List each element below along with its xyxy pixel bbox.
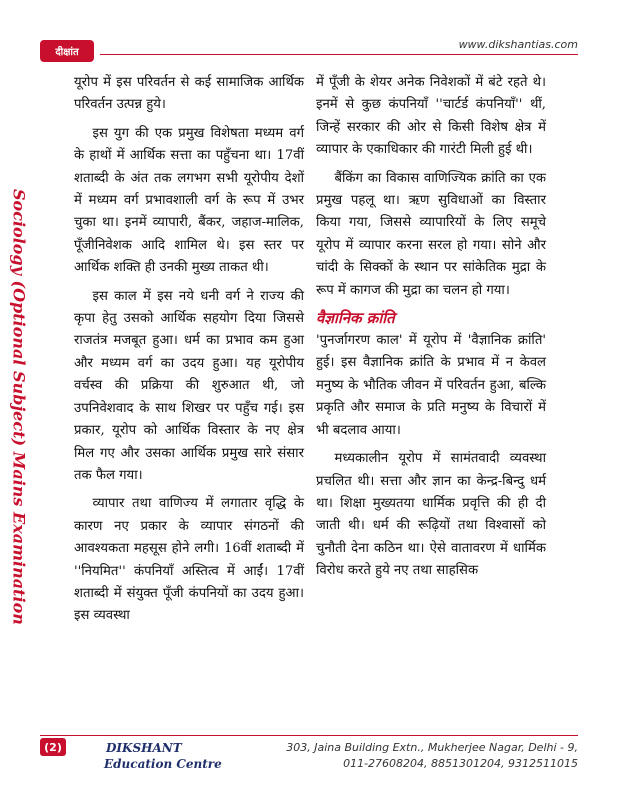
left-column xyxy=(74,72,304,634)
site-url[interactable]: www.dikshantias.com xyxy=(458,38,578,51)
paragraph: इस काल में इस नये धनी वर्ग ने राज्य की कृपा हेतु उसको आर्थिक सहयोग दिया जिससे राजतंत्र मजबूत हुआ। धर्म का प्रभाव कम हुआ और मध्यम वर्ग का उदय हुआ। यह यूरोपीय वर्चस्व की प्रक्रिया की शुरुआत थी, जो उपनिवेशवाद के साथ शिखर पर पहुँच गई। इस प्रकार, यूरोप को आर्थिक विस्तार के नए क्षेत्र मिल गए और उसका आर्थिक प्रमुख सारे संसार तक फैल गया। xyxy=(74,288,304,483)
paragraph: बैंकिंग का विकास वाणिज्यिक क्रांति का एक प्रमुख पहलू था। ऋण सुविधाओं का विस्तार किया गया, जिससे व्यापारियों के लिए समूचे यूरोप में व्यापार करना सरल हो गया। सोने और चांदी के सिक्कों के स्थान पर सांकेतिक मुद्रा के रूप में कागज की मुद्रा का चलन हो गया। xyxy=(316,170,546,298)
dikshant-logo xyxy=(40,40,94,62)
logo-text: दीक्षांत xyxy=(55,47,79,58)
phone-line: 011-27608204, 8851301204, 9312511015 xyxy=(343,757,578,770)
page-number: (2) xyxy=(40,738,66,756)
section-heading: वैज्ञानिक क्रांति xyxy=(316,309,395,328)
header-divider xyxy=(100,54,578,55)
side-title: Sociology (Optional Subject) Mains Examination xyxy=(9,189,29,625)
right-column xyxy=(316,72,546,589)
paragraph: व्यापार तथा वाणिज्य में लगातार वृद्धि के कारण नए प्रकार के व्यापार संगठनों की आवश्यकता महसूस होने लगी। 16वीं शताब्दी में ''नियमित'' कंपनियाँ अस्तित्व में आईं। 17वीं शताब्दी में संयुक्त पूँजी कंपनियों का उदय हुआ। इस व्यवस्था xyxy=(74,496,304,624)
side-title-band xyxy=(2,189,36,625)
footer-brand xyxy=(104,740,222,772)
brand-subtitle: Education Centre xyxy=(104,757,222,771)
brand-name: DIKSHANT xyxy=(106,741,182,755)
paragraph: में पूँजी के शेयर अनेक निवेशकों में बंटे रहते थे। इनमें से कुछ कंपनियाँ ''चार्टर्ड कंपनियाँ'' थीं, जिन्हें सरकार की ओर से किसी विशेष क्षेत्र में व्यापार के एकाधिकार की गारंटी मिली हुई थी। xyxy=(316,75,546,158)
paragraph: इस युग की एक प्रमुख विशेषता मध्यम वर्ग के हाथों में आर्थिक सत्ता का पहुँचना था। 17वीं शताब्दी के अंत तक लगभग सभी यूरोपीय देशों में मध्यम वर्ग प्रभावशाली वर्ग के रूप में उभर चुका था। इनमें व्यापारी, बैंकर, जहाज-मालिक, पूँजीनिवेशक आदि शामिल थे। इस स्तर पर आर्थिक शक्ति ही उनकी मुख्य ताकत थी। xyxy=(74,125,304,276)
footer-address xyxy=(286,740,578,772)
paragraph: 'पुनर्जागरण काल' में यूरोप में 'वैज्ञानिक क्रांति' हुई। इस वैज्ञानिक क्रांति के प्रभाव में न केवल मनुष्य के भौतिक जीवन में परिवर्तन हुआ, बल्कि प्रकृति और समाज के प्रति मनुष्य के विचारों में भी बदलाव आया। xyxy=(316,333,546,438)
paragraph: मध्यकालीन यूरोप में सामंतवादी व्यवस्था प्रचलित थी। सत्ता और ज्ञान का केन्द्र-बिन्दु धर्म था। शिक्षा मुख्यतया धार्मिक प्रवृत्ति की ही दी जाती थी। धर्म की रूढ़ियों तथा विश्वासों को चुनौती देना कठिन था। ऐसे वातावरण में धार्मिक विरोध करते हुये नए तथा साहसिक xyxy=(316,451,546,579)
paragraph: यूरोप में इस परिवर्तन से कई सामाजिक आर्थिक परिवर्तन उत्पन्न हुये। xyxy=(74,75,304,113)
footer-divider xyxy=(40,735,578,736)
address-line: 303, Jaina Building Extn., Mukherjee Nagar, Delhi - 9, xyxy=(286,741,578,754)
